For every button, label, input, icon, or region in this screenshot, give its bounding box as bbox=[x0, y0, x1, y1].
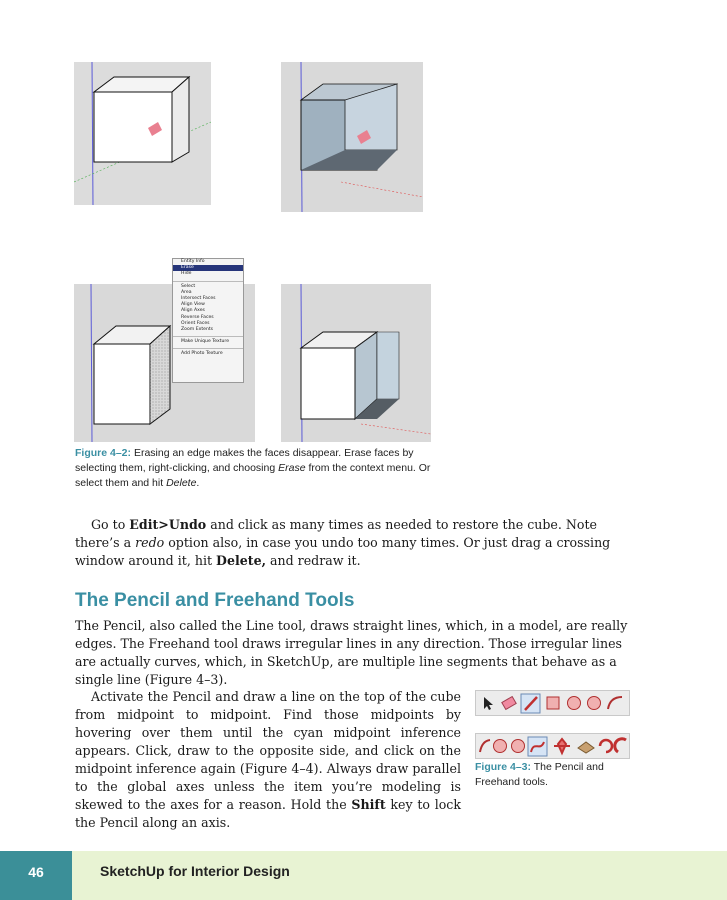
push-pull-icon bbox=[578, 742, 594, 753]
menu-item[interactable]: Area bbox=[181, 289, 192, 295]
menu-separator bbox=[173, 333, 243, 337]
menu-item[interactable]: Entity Info bbox=[181, 259, 205, 264]
rectangle-icon bbox=[547, 697, 559, 709]
menu-item[interactable]: Select bbox=[181, 283, 196, 289]
book-title: SketchUp for Interior Design bbox=[100, 863, 290, 879]
menu-item[interactable]: Orient Faces bbox=[181, 320, 210, 326]
polygon-icon bbox=[588, 697, 601, 710]
paragraph-undo: Go to Edit>Undo and click as many times as needed to restore the cube. Note there’s a redo option also, in case you undo too many times. Or just drag a crossing window around it, hit Delete, and redraw it. bbox=[75, 517, 611, 568]
eraser-icon bbox=[502, 697, 516, 710]
page-number: 46 bbox=[0, 851, 72, 900]
select-arrow-icon bbox=[484, 697, 493, 710]
context-menu bbox=[172, 258, 244, 383]
menu-item[interactable]: Intersect Faces bbox=[181, 295, 216, 301]
figure-4-2-caption: Figure 4–2: Erasing an edge makes the faces disappear. Erase faces by selecting them, right-clicking, and choosing Erase from the context menu. Or select them and hit Delete. bbox=[75, 447, 431, 489]
figure-label: Figure 4–3: bbox=[475, 761, 532, 773]
circle-icon bbox=[568, 697, 581, 710]
figure-4-2-panel-1 bbox=[74, 62, 211, 205]
menu-item[interactable]: Align Axes bbox=[181, 308, 205, 314]
menu-item[interactable]: Add Photo Texture bbox=[181, 351, 223, 357]
polygon-icon bbox=[512, 740, 525, 753]
page-footer bbox=[0, 851, 727, 900]
paragraph-pencil-intro: The Pencil, also called the Line tool, draws straight lines, which, in a model, are really edges. The Freehand tool draws irregular lines in any direction. Those irregular lines are actually curves, which, in SketchUp, are multiple line segments that behave as a single line (Figure 4–3). bbox=[75, 618, 628, 687]
paragraph-activate-pencil: Activate the Pencil and draw a line on the top of the cube from midpoint to midpoint. Find those midpoints by hovering over them until the cyan midpoint inference appears. Click, draw to the opposite side, and click on the midpoint inference again (Figure 4–4). Always draw parallel to the global axes unless the item you’re modeling is skewed to the axes for a reason. Hold the Shift key to lock the Pencil along an axis. bbox=[75, 689, 461, 830]
arc-icon bbox=[608, 697, 622, 709]
circle-icon bbox=[494, 740, 507, 753]
figure-4-2-panel-2 bbox=[281, 62, 423, 212]
arc-icon bbox=[480, 740, 490, 752]
section-heading: The Pencil and Freehand Tools bbox=[75, 590, 355, 611]
menu-item[interactable]: Make Unique Texture bbox=[181, 339, 230, 345]
figure-4-3-caption: Figure 4–3: The Pencil and Freehand tools. bbox=[475, 761, 604, 788]
menu-item[interactable]: Zoom Extents bbox=[181, 326, 214, 332]
menu-item[interactable]: Hide bbox=[181, 271, 192, 277]
menu-item[interactable]: Align View bbox=[181, 302, 205, 308]
menu-separator bbox=[173, 345, 243, 349]
menu-item[interactable]: Reverse Faces bbox=[181, 314, 214, 320]
move-icon bbox=[554, 739, 570, 753]
drawing-toolbar-2 bbox=[475, 733, 630, 759]
figure-4-2-panel-4 bbox=[281, 284, 431, 442]
follow-me-icon bbox=[615, 739, 626, 752]
rotate-icon bbox=[600, 740, 612, 752]
drawing-toolbar-1 bbox=[475, 690, 630, 716]
menu-separator bbox=[173, 278, 243, 282]
menu-item-selected[interactable]: Erase bbox=[173, 265, 243, 271]
figure-label: Figure 4–2: bbox=[75, 447, 132, 459]
